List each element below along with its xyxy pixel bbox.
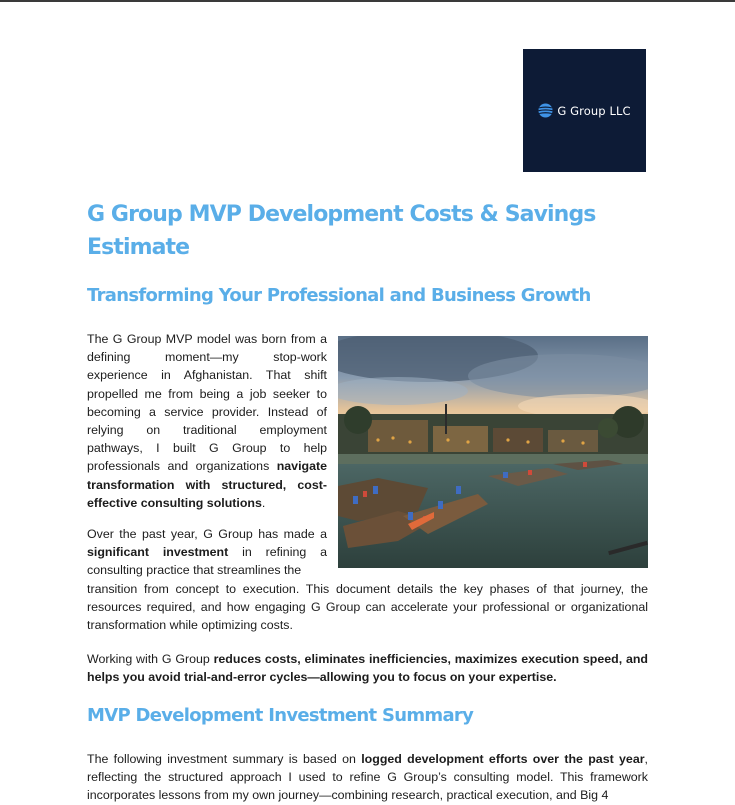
paragraph-investment-part1: Over the past year, G Group has made a significant investment in refining a consulting practice that streamlines the [87, 527, 327, 578]
paragraph-origin-story: The G Group MVP model was born from a defining moment—my stop-work experience in Afghanistan. That shift propelled me from being a job seeker to becoming a service provider. Instead of relying on traditional employment pathways, I built G Group to help professionals and organizations navigate transformation with structured, cost-effective consulting solutions. [87, 332, 327, 510]
globe-icon [538, 103, 553, 118]
company-logo [523, 49, 646, 172]
section-heading-investment-summary: MVP Development Investment Summary [87, 705, 474, 726]
paragraph-investment-summary: The following investment summary is based on logged development efforts over the past year, reflecting the structured approach I used to refine G Group’s consulting model. This framework incorporates lessons from my own journey—combining research, practical execution, and Big 4 [87, 752, 648, 803]
harbor-photo [338, 336, 648, 568]
document-title: G Group MVP Development Costs & Savings Estimate [87, 202, 596, 260]
paragraph-benefits: Working with G Group reduces costs, eliminates inefficiencies, maximizes execution speed, and helps you avoid trial-and-error cycles—allowing you to focus on your expertise. [87, 652, 648, 685]
paragraph-investment-part2: transition from concept to execution. This document details the key phases of that journey, the resources required, and how engaging G Group can accelerate your professional or organizational transformation while optimizing costs. [87, 582, 648, 633]
logo-text: G Group LLC [557, 103, 631, 118]
section-heading-growth: Transforming Your Professional and Business Growth [87, 285, 591, 306]
top-border [0, 0, 735, 2]
